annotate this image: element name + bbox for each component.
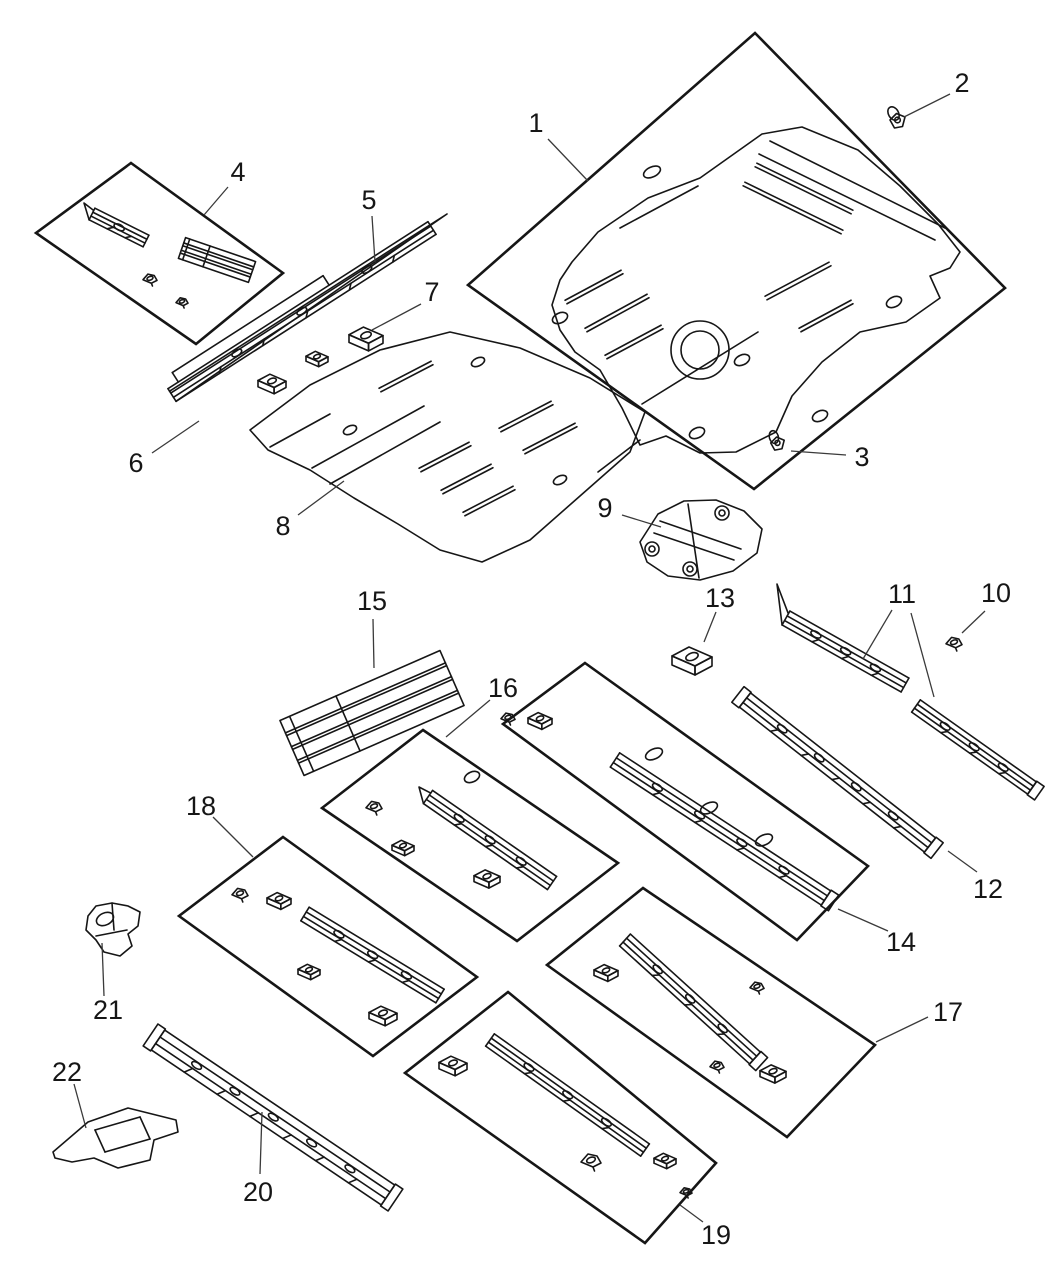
part-outline (946, 637, 962, 647)
sketch-item-5-sill-bracket-b (306, 351, 328, 366)
callout-11-number: 11 (887, 579, 917, 609)
part-line (509, 722, 510, 725)
part-line (790, 611, 909, 678)
callout-18-leader-line (213, 817, 253, 857)
callout-14-number: 14 (885, 927, 917, 957)
callout-19-number: 19 (700, 1220, 732, 1250)
part-outline (640, 500, 762, 580)
sketch-item-11-rail-right (912, 700, 1044, 800)
panel-4 (36, 163, 283, 344)
callout-12-leader-line (948, 851, 977, 872)
sketch-item-9-support-bracket (640, 500, 762, 580)
callout-10 (962, 578, 1011, 633)
callout-5-leader-line (372, 216, 375, 262)
callout-9 (597, 493, 661, 527)
part-hole (649, 546, 655, 552)
sketch-item-10-clip (946, 637, 962, 651)
callout-9-leader-line (622, 515, 661, 527)
part-outline (306, 356, 319, 366)
callout-13 (704, 583, 735, 642)
callout-13-number: 13 (704, 583, 736, 613)
callout-7-number: 7 (424, 277, 440, 307)
part-line (140, 1117, 150, 1139)
part-hole (683, 562, 697, 576)
part-outline (349, 327, 383, 343)
part-line (499, 401, 551, 428)
part-line (525, 427, 577, 454)
part-slot-hole (313, 354, 321, 360)
part-hole (719, 510, 725, 516)
part-line (250, 1113, 258, 1117)
part-outline (890, 114, 905, 129)
part-line (419, 442, 469, 468)
part-line (330, 422, 440, 484)
part-slot-hole (267, 377, 277, 385)
callout-4-number: 4 (230, 157, 246, 187)
part-line (920, 700, 1036, 782)
part-line (602, 1128, 609, 1129)
callout-11-leader-line (911, 613, 934, 697)
part-line (287, 666, 447, 736)
callout-10-number: 10 (980, 578, 1012, 608)
part-slot-hole (810, 629, 822, 639)
part-slot-hole (470, 355, 486, 368)
part-line (348, 1179, 356, 1183)
part-line (660, 521, 741, 549)
part-line (524, 1073, 531, 1074)
part-outline (53, 1108, 178, 1168)
part-line (156, 1044, 386, 1199)
part-line (501, 405, 553, 432)
part-line (563, 1100, 570, 1101)
part-line (956, 648, 957, 651)
callout-2 (904, 68, 970, 117)
part-line (165, 1030, 395, 1185)
part-line (316, 1157, 324, 1161)
part-slot-hole (685, 651, 699, 662)
part-outline (672, 656, 695, 675)
part-slot-hole (869, 663, 881, 673)
sketch-item-13-bracket (672, 647, 712, 675)
part-line (421, 446, 471, 472)
part-outline (258, 381, 274, 394)
part-outline (319, 357, 328, 367)
part-line (285, 663, 445, 733)
sketch-item-2-clamp (886, 105, 905, 128)
part-line (283, 1135, 291, 1139)
callout-16-number: 16 (487, 673, 519, 703)
part-outline (672, 647, 712, 666)
part-line (770, 730, 777, 731)
part-line (758, 991, 759, 994)
callout-22 (52, 1057, 86, 1128)
callout-6 (128, 421, 199, 478)
callout-17-number: 17 (932, 997, 964, 1027)
callout-19 (680, 1205, 731, 1250)
callout-19-leader-line (680, 1205, 703, 1222)
part-line (184, 1069, 192, 1073)
callout-15-leader-line (373, 619, 374, 668)
callout-12-number: 12 (972, 874, 1004, 904)
part-hole (687, 566, 693, 572)
part-slot-hole (997, 762, 1009, 773)
part-line (112, 903, 114, 930)
callout-2-leader-line (904, 94, 950, 117)
part-outline (732, 687, 751, 708)
callout-22-number: 22 (51, 1057, 83, 1087)
callout-22-leader-line (74, 1084, 86, 1128)
part-line (894, 826, 901, 827)
callout-16-leader-line (446, 700, 490, 737)
part-line (842, 656, 849, 658)
part-outline (777, 584, 788, 625)
part-line (379, 361, 431, 388)
part-outline (258, 374, 286, 387)
callout-18 (186, 791, 253, 857)
part-line (381, 365, 433, 392)
part-line (270, 414, 330, 447)
part-line (151, 283, 152, 286)
callout-12 (948, 851, 1003, 904)
sketch-item-5-sill-bracket-a (258, 374, 286, 394)
part-line (465, 490, 515, 516)
part-line (718, 1070, 719, 1073)
callout-20-number: 20 (242, 1177, 274, 1207)
part-line (812, 640, 819, 642)
callout-17 (876, 997, 963, 1042)
part-line (183, 306, 184, 308)
callout-17-leader-line (876, 1017, 928, 1042)
part-line (999, 773, 1006, 774)
callout-4-leader-line (204, 187, 228, 215)
callout-1-leader-line (548, 139, 588, 181)
callout-6-number: 6 (128, 448, 144, 478)
part-line (688, 504, 699, 578)
callout-13-leader-line (704, 612, 716, 642)
part-line (96, 930, 127, 936)
part-slot-hole (342, 423, 358, 436)
part-line (323, 276, 329, 285)
part-slot-hole (939, 721, 951, 732)
callout-14 (838, 909, 916, 957)
part-slot-hole (950, 639, 958, 645)
callout-11-leader-line (863, 610, 892, 659)
part-line (217, 1091, 225, 1095)
callout-7 (372, 277, 440, 330)
callout-15-number: 15 (356, 586, 388, 616)
callout-15 (357, 586, 387, 668)
part-line (917, 704, 1033, 786)
part-slot-hole (839, 646, 851, 656)
part-line (801, 754, 808, 755)
callout-5-number: 5 (361, 185, 377, 215)
panel-1 (468, 33, 1005, 489)
callout-8-leader-line (298, 481, 344, 515)
part-outline (369, 336, 383, 351)
callout-21-number: 21 (92, 995, 124, 1025)
part-outline (924, 837, 943, 858)
callout-8-number: 8 (275, 511, 291, 541)
callout-10-leader-line (962, 611, 985, 633)
sketch-item-21-bracket (86, 903, 140, 956)
callout-20 (243, 1112, 273, 1207)
part-slot-hole (552, 473, 568, 486)
callout-6-leader-line (152, 421, 199, 453)
part-slot-hole (968, 741, 980, 752)
part-slot-hole (813, 752, 825, 763)
sketch-item-7-bracket (349, 327, 383, 351)
part-slot-hole (887, 810, 899, 821)
part-line (463, 486, 513, 512)
part-line (172, 373, 178, 382)
part-line (871, 673, 878, 675)
callout-2-number: 2 (954, 68, 970, 98)
callout-14-leader-line (838, 909, 888, 931)
callout-18-number: 18 (185, 791, 217, 821)
part-line (687, 1196, 688, 1198)
part-line (832, 778, 839, 779)
sketch-item-22-plate (53, 1108, 178, 1168)
part-hole (715, 506, 729, 520)
callout-7-leader-line (372, 304, 421, 330)
part-line (941, 732, 948, 733)
part-slot-hole (776, 723, 788, 734)
part-line (105, 1139, 150, 1152)
callout-8 (275, 481, 344, 541)
part-line (523, 423, 575, 450)
callout-9-number: 9 (597, 493, 613, 523)
part-slot-hole (360, 331, 372, 340)
part-line (443, 468, 493, 494)
callout-5 (361, 185, 376, 262)
callout-3-number: 3 (854, 442, 870, 472)
callout-1 (528, 108, 588, 181)
part-line (95, 1130, 105, 1152)
part-line (441, 464, 491, 490)
part-outline (695, 657, 712, 675)
callout-4 (204, 157, 246, 215)
part-line (970, 752, 977, 753)
part-hole (645, 542, 659, 556)
callout-20-leader-line (260, 1112, 262, 1174)
part-line (95, 1117, 140, 1130)
part-line (242, 899, 243, 902)
part-line (598, 440, 640, 472)
part-slot-hole (886, 105, 902, 122)
part-outline (349, 335, 369, 351)
part-outline (274, 381, 286, 394)
part-slot-hole (850, 781, 862, 792)
callout-1-number: 1 (528, 108, 544, 138)
part-line (376, 812, 377, 815)
part-line (863, 802, 870, 803)
